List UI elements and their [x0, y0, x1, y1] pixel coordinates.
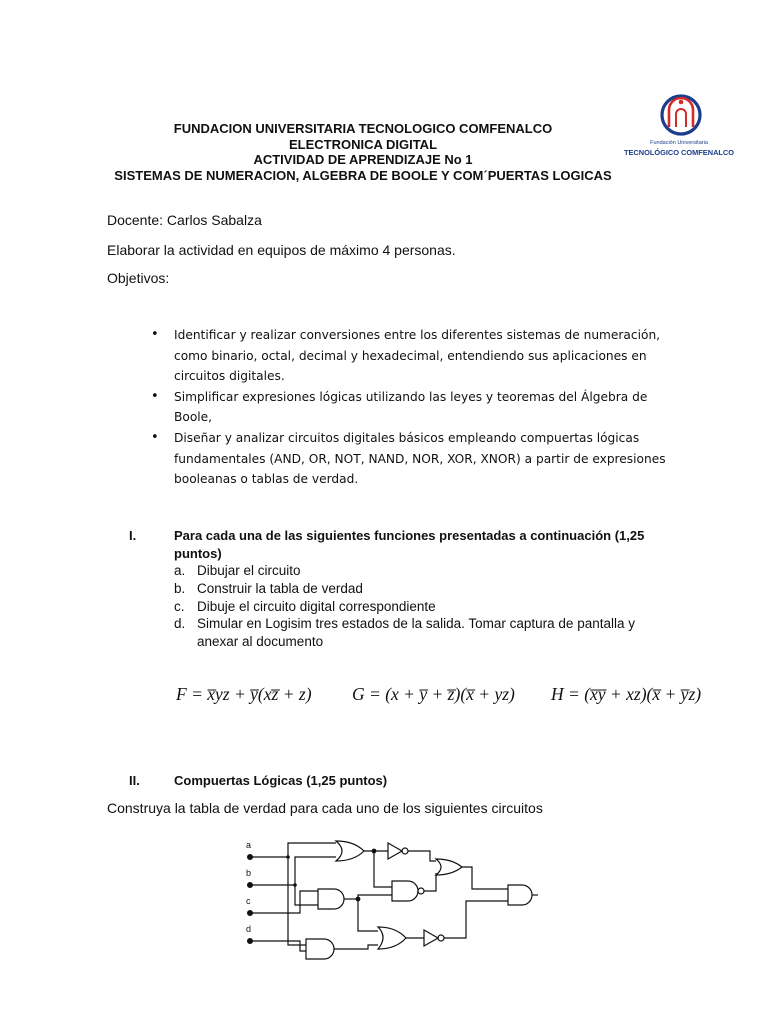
topic-title: SISTEMAS DE NUMERACION, ALGEBRA DE BOOLE Y COM´PUERTAS LOGICAS [114, 167, 612, 183]
task-marker: c. [174, 598, 185, 614]
input-label-a: a [246, 840, 252, 850]
section-title: Para cada una de las siguientes funciones presentadas a continuación (1,25 puntos) [174, 528, 645, 561]
task-item [174, 615, 664, 651]
activity-title: ACTIVIDAD DE APRENDIZAJE No 1 [253, 152, 473, 167]
task-marker: d. [174, 616, 186, 632]
objective-item: • Identificar y realizar conversiones entre los diferentes sistemas de numeración, como binario, octal, decimal y hexadecimal, entendiendo sus aplicaciones en circuitos digitales. [150, 325, 670, 387]
formula-f: F = x̅yz + y̅(xz̅ + z) [176, 684, 312, 704]
logo-name: TECNOLÓGICO COMFENALCO [623, 148, 735, 157]
input-label-b: b [246, 868, 252, 878]
section-number: II. [129, 773, 140, 788]
objectives-list [150, 325, 670, 490]
institution-logo [623, 92, 735, 164]
institution-title: FUNDACION UNIVERSITARIA TECNOLOGICO COMFENALCO [173, 121, 553, 136]
task-list [174, 562, 664, 651]
task-text: Dibuje el circuito digital correspondiente [197, 598, 436, 614]
task-text: Dibujar el circuito [197, 563, 301, 578]
input-label-c: c [246, 896, 251, 906]
task-text: Simular en Logisim tres estados de la salida. Tomar captura de pantalla y anexar al documento [197, 616, 635, 650]
course-title: ELECTRONICA DIGITAL [288, 136, 438, 152]
objective-item: • Diseñar y analizar circuitos digitales básicos empleando compuertas lógicas fundamentales (AND, OR, NOT, NAND, NOR, XOR, XNOR) a partir de expresiones booleanas o tablas de verdad. [150, 428, 670, 490]
circuit-instruction: Construya la tabla de verdad para cada uno de los siguientes circuitos [107, 800, 543, 816]
formula-g: G = (x + y̅ + z̅)(x̅ + yz) [352, 684, 515, 704]
task-marker: a. [174, 563, 186, 578]
objectives-heading: Objetivos: [107, 270, 170, 286]
formula-h: H = (x̅y̅ + xz)(x̅ + y̅z) [551, 684, 702, 704]
team-instruction: Elaborar la actividad en equipos de máximo 4 personas. [107, 242, 456, 258]
document-header [96, 121, 630, 183]
teacher-line: Docente: Carlos Sabalza [107, 212, 262, 228]
task-marker: b. [174, 580, 186, 596]
input-label-d: d [246, 924, 252, 934]
logo-subtitle: Fundación Universitaria [650, 140, 708, 146]
objective-item: • Simplificar expresiones lógicas utilizando las leyes y teoremas del Álgebra de Boole, [150, 387, 670, 428]
task-item [174, 562, 664, 580]
section-title: Compuertas Lógicas (1,25 puntos) [174, 773, 388, 788]
logic-circuit-diagram [240, 833, 540, 969]
task-text: Construir la tabla de verdad [197, 580, 363, 596]
section-number: I. [129, 528, 137, 543]
task-item [174, 598, 664, 616]
task-item [174, 580, 664, 598]
logo-emblem-icon [623, 92, 735, 142]
